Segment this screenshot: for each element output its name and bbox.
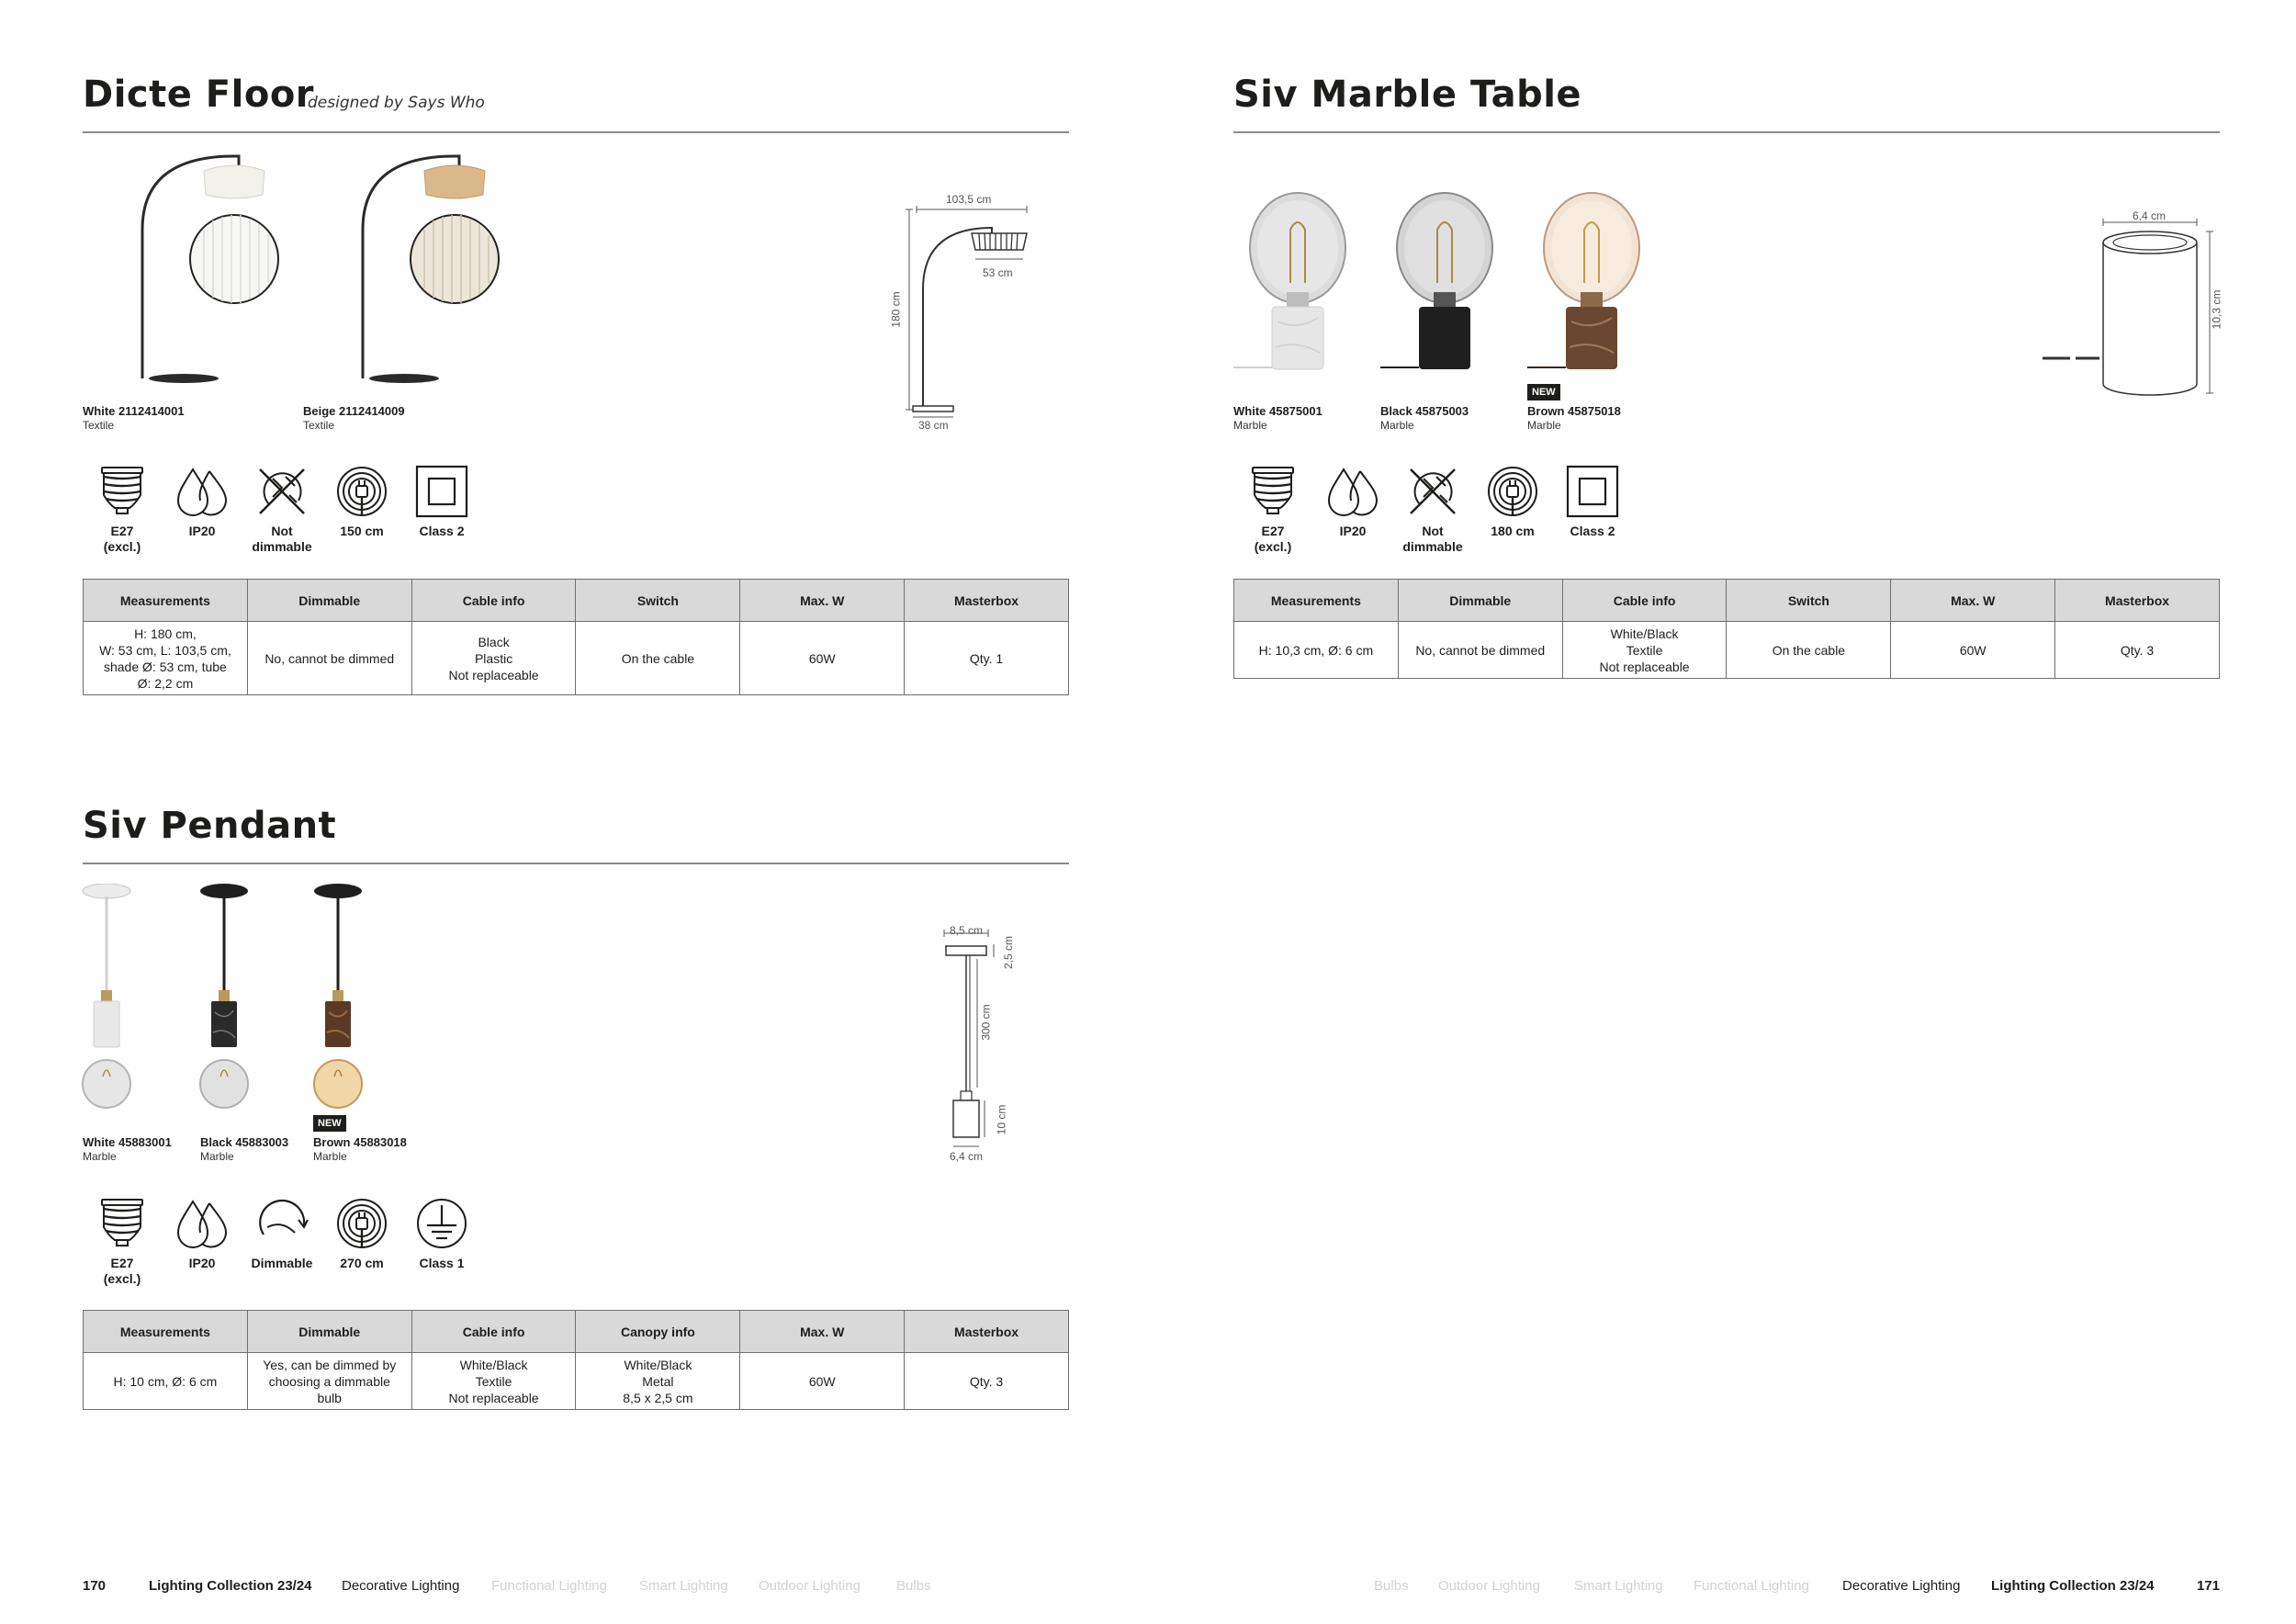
siv-table-spec-table — [1233, 579, 2220, 679]
dicte-spec-5-label: Class 2 — [419, 524, 465, 538]
siv-table-spec-1-label: E27 (excl.) — [1254, 524, 1292, 554]
ip20-drops-icon — [1325, 464, 1380, 519]
table-cell: Qty. 3 — [2055, 622, 2220, 679]
siv-pendant-black-image — [197, 884, 252, 1113]
table-row — [84, 1353, 1069, 1410]
table-cell: Qty. 1 — [905, 622, 1069, 695]
dicte-white-lamp-image — [83, 147, 294, 390]
siv-pendant-spec-5-label: Class 1 — [419, 1256, 465, 1270]
table-header: Dimmable — [247, 580, 411, 622]
siv-pendant-title: Siv Pendant — [83, 805, 337, 847]
dicte-spec-4-label: 150 cm — [340, 524, 384, 538]
siv-pendant-variant-2-material: Marble — [200, 1150, 234, 1163]
table-header: Cable info — [411, 1311, 576, 1353]
table-row — [1234, 622, 2220, 679]
siv-table-variant-2-material: Marble — [1380, 419, 1414, 432]
siv-pendant-dim-holder-height: 10 cm — [995, 1104, 1008, 1135]
siv-pendant-dim-holder-diameter: 6,4 cm — [950, 1150, 984, 1163]
footer-left-nav-functional[interactable]: Functional Lighting — [491, 1578, 607, 1594]
table-cell: On the cable — [1727, 622, 1891, 679]
footer-left-collection: Lighting Collection 23/24 — [149, 1578, 312, 1594]
table-header: Masterbox — [905, 580, 1069, 622]
table-cell: On the cable — [576, 622, 740, 695]
not-dimmable-icon — [254, 464, 310, 519]
siv-table-brown-image — [1527, 184, 1647, 381]
table-header-row — [84, 580, 1069, 622]
table-cell: Black Plastic Not replaceable — [411, 622, 576, 695]
table-cell: White/Black Textile Not replaceable — [1562, 622, 1727, 679]
siv-table-white-image — [1233, 184, 1353, 381]
siv-pendant-variant-3-material: Marble — [313, 1150, 347, 1163]
siv-pendant-spec-table — [83, 1310, 1069, 1410]
siv-table-variant-2-name: Black 45875003 — [1380, 404, 1469, 418]
ip20-drops-icon — [174, 1196, 230, 1251]
footer-right-collection: Lighting Collection 23/24 — [1991, 1578, 2155, 1594]
siv-table-variant-1-name: White 45875001 — [1233, 404, 1322, 418]
dicte-variant-2-name: Beige 2112414009 — [303, 404, 405, 418]
dicte-dim-height: 180 cm — [889, 291, 903, 328]
table-cell: H: 180 cm, W: 53 cm, L: 103,5 cm, shade Ø: 53 cm, tube Ø: 2,2 cm — [84, 622, 248, 695]
siv-pendant-variant-3-name: Brown 45883018 — [313, 1135, 407, 1149]
table-header-row — [84, 1311, 1069, 1353]
table-header: Cable info — [1562, 580, 1727, 622]
siv-pendant-dim-canopy: 8,5 cm — [950, 924, 984, 937]
siv-pendant-rule — [83, 863, 1069, 864]
siv-table-spec-2-label: IP20 — [1339, 524, 1367, 538]
class1-earth-icon — [414, 1196, 469, 1251]
cable-plug-icon — [334, 1196, 389, 1251]
dicte-spec-2-label: IP20 — [188, 524, 216, 538]
siv-table-spec-3-label: Not dimmable — [1402, 524, 1463, 554]
dicte-title: Dicte Floor — [83, 73, 315, 116]
siv-table-variant-3-material: Marble — [1527, 419, 1561, 432]
siv-table-black-image — [1380, 184, 1500, 381]
table-header: Switch — [576, 580, 740, 622]
table-header: Max. W — [1891, 580, 2055, 622]
siv-pendant-spec-3-label: Dimmable — [251, 1256, 313, 1270]
table-cell: White/Black Textile Not replaceable — [411, 1353, 576, 1410]
footer-right-nav-smart[interactable]: Smart Lighting — [1574, 1578, 1663, 1594]
siv-pendant-white-image — [81, 884, 136, 1113]
table-cell: 60W — [740, 1353, 905, 1410]
siv-pendant-spec-4-label: 270 cm — [340, 1256, 384, 1270]
siv-pendant-spec-2-label: IP20 — [188, 1256, 216, 1270]
footer-left-nav-smart[interactable]: Smart Lighting — [639, 1578, 728, 1594]
table-cell: Yes, can be dimmed by choosing a dimmable bulb — [247, 1353, 411, 1410]
siv-pendant-variant-2-name: Black 45883003 — [200, 1135, 289, 1149]
footer-right-nav-bulbs[interactable]: Bulbs — [1374, 1578, 1409, 1594]
dicte-dim-shade: 53 cm — [983, 266, 1013, 279]
table-header: Measurements — [84, 580, 248, 622]
dicte-designer: designed by Says Who — [308, 94, 485, 112]
e27-socket-icon — [95, 1196, 150, 1251]
new-badge: NEW — [1527, 384, 1560, 400]
dicte-spec-table — [83, 579, 1069, 695]
dicte-variant-1-material: Textile — [83, 419, 115, 432]
siv-pendant-dim-cable: 300 cm — [979, 1004, 993, 1041]
class2-square-icon — [1565, 464, 1620, 519]
dicte-spec-3-label: Not dimmable — [252, 524, 312, 554]
siv-table-dimension-drawing — [2039, 209, 2223, 402]
e27-socket-icon — [1245, 464, 1300, 519]
siv-table-dim-height: 10,3 cm — [2210, 289, 2223, 330]
table-header: Masterbox — [2055, 580, 2220, 622]
dicte-dim-arm: 103,5 cm — [946, 193, 992, 206]
siv-table-variant-1-material: Marble — [1233, 419, 1267, 432]
table-header: Measurements — [1234, 580, 1399, 622]
cable-plug-icon — [1485, 464, 1540, 519]
siv-table-spec-5-label: Class 2 — [1570, 524, 1615, 538]
table-row — [84, 622, 1069, 695]
class2-square-icon — [414, 464, 469, 519]
footer-right-page-number: 171 — [2197, 1578, 2221, 1594]
footer-left-nav-bulbs[interactable]: Bulbs — [896, 1578, 931, 1594]
table-header: Dimmable — [247, 1311, 411, 1353]
footer-right-nav-functional[interactable]: Functional Lighting — [1694, 1578, 1809, 1594]
table-header: Max. W — [740, 1311, 905, 1353]
siv-pendant-variant-1-name: White 45883001 — [83, 1135, 172, 1149]
new-badge: NEW — [313, 1115, 346, 1132]
siv-pendant-variant-1-material: Marble — [83, 1150, 117, 1163]
table-cell: 60W — [1891, 622, 2055, 679]
dicte-beige-lamp-image — [303, 147, 514, 390]
siv-pendant-dim-canopy-height: 2,5 cm — [1002, 935, 1016, 970]
dicte-variant-1-name: White 2112414001 — [83, 404, 185, 418]
cable-plug-icon — [334, 464, 389, 519]
table-header: Canopy info — [576, 1311, 740, 1353]
siv-table-spec-4-label: 180 cm — [1491, 524, 1535, 538]
table-header: Cable info — [411, 580, 576, 622]
footer-right-nav-decorative[interactable]: Decorative Lighting — [1842, 1578, 1961, 1594]
siv-table-variant-3-name: Brown 45875018 — [1527, 404, 1621, 418]
table-cell: H: 10 cm, Ø: 6 cm — [84, 1353, 248, 1410]
dicte-variant-2-material: Textile — [303, 419, 335, 432]
siv-pendant-brown-image — [310, 884, 366, 1113]
footer-left-page-number: 170 — [83, 1578, 107, 1594]
table-header-row — [1234, 580, 2220, 622]
table-cell: No, cannot be dimmed — [1398, 622, 1562, 679]
dicte-dim-base: 38 cm — [918, 419, 949, 432]
table-cell: 60W — [740, 622, 905, 695]
table-cell: No, cannot be dimmed — [247, 622, 411, 695]
not-dimmable-icon — [1405, 464, 1460, 519]
footer-left-nav-decorative[interactable]: Decorative Lighting — [342, 1578, 460, 1594]
siv-table-rule — [1233, 131, 2220, 133]
table-header: Dimmable — [1398, 580, 1562, 622]
dicte-dimension-drawing — [891, 202, 1056, 423]
table-header: Measurements — [84, 1311, 248, 1353]
dicte-spec-1-label: E27 (excl.) — [103, 524, 141, 554]
siv-table-title: Siv Marble Table — [1233, 73, 1582, 116]
e27-socket-icon — [95, 464, 150, 519]
siv-table-dim-diameter: 6,4 cm — [2133, 209, 2167, 222]
footer-right-nav-outdoor[interactable]: Outdoor Lighting — [1438, 1578, 1540, 1594]
dimmable-icon — [254, 1196, 310, 1251]
table-cell: H: 10,3 cm, Ø: 6 cm — [1234, 622, 1399, 679]
siv-pendant-dimension-drawing — [937, 926, 1038, 1165]
table-header: Masterbox — [905, 1311, 1069, 1353]
footer-left-nav-outdoor[interactable]: Outdoor Lighting — [759, 1578, 861, 1594]
table-cell: White/Black Metal 8,5 x 2,5 cm — [576, 1353, 740, 1410]
ip20-drops-icon — [174, 464, 230, 519]
table-cell: Qty. 3 — [905, 1353, 1069, 1410]
siv-pendant-spec-1-label: E27 (excl.) — [103, 1256, 141, 1286]
table-header: Switch — [1727, 580, 1891, 622]
dicte-rule — [83, 131, 1069, 133]
table-header: Max. W — [740, 580, 905, 622]
